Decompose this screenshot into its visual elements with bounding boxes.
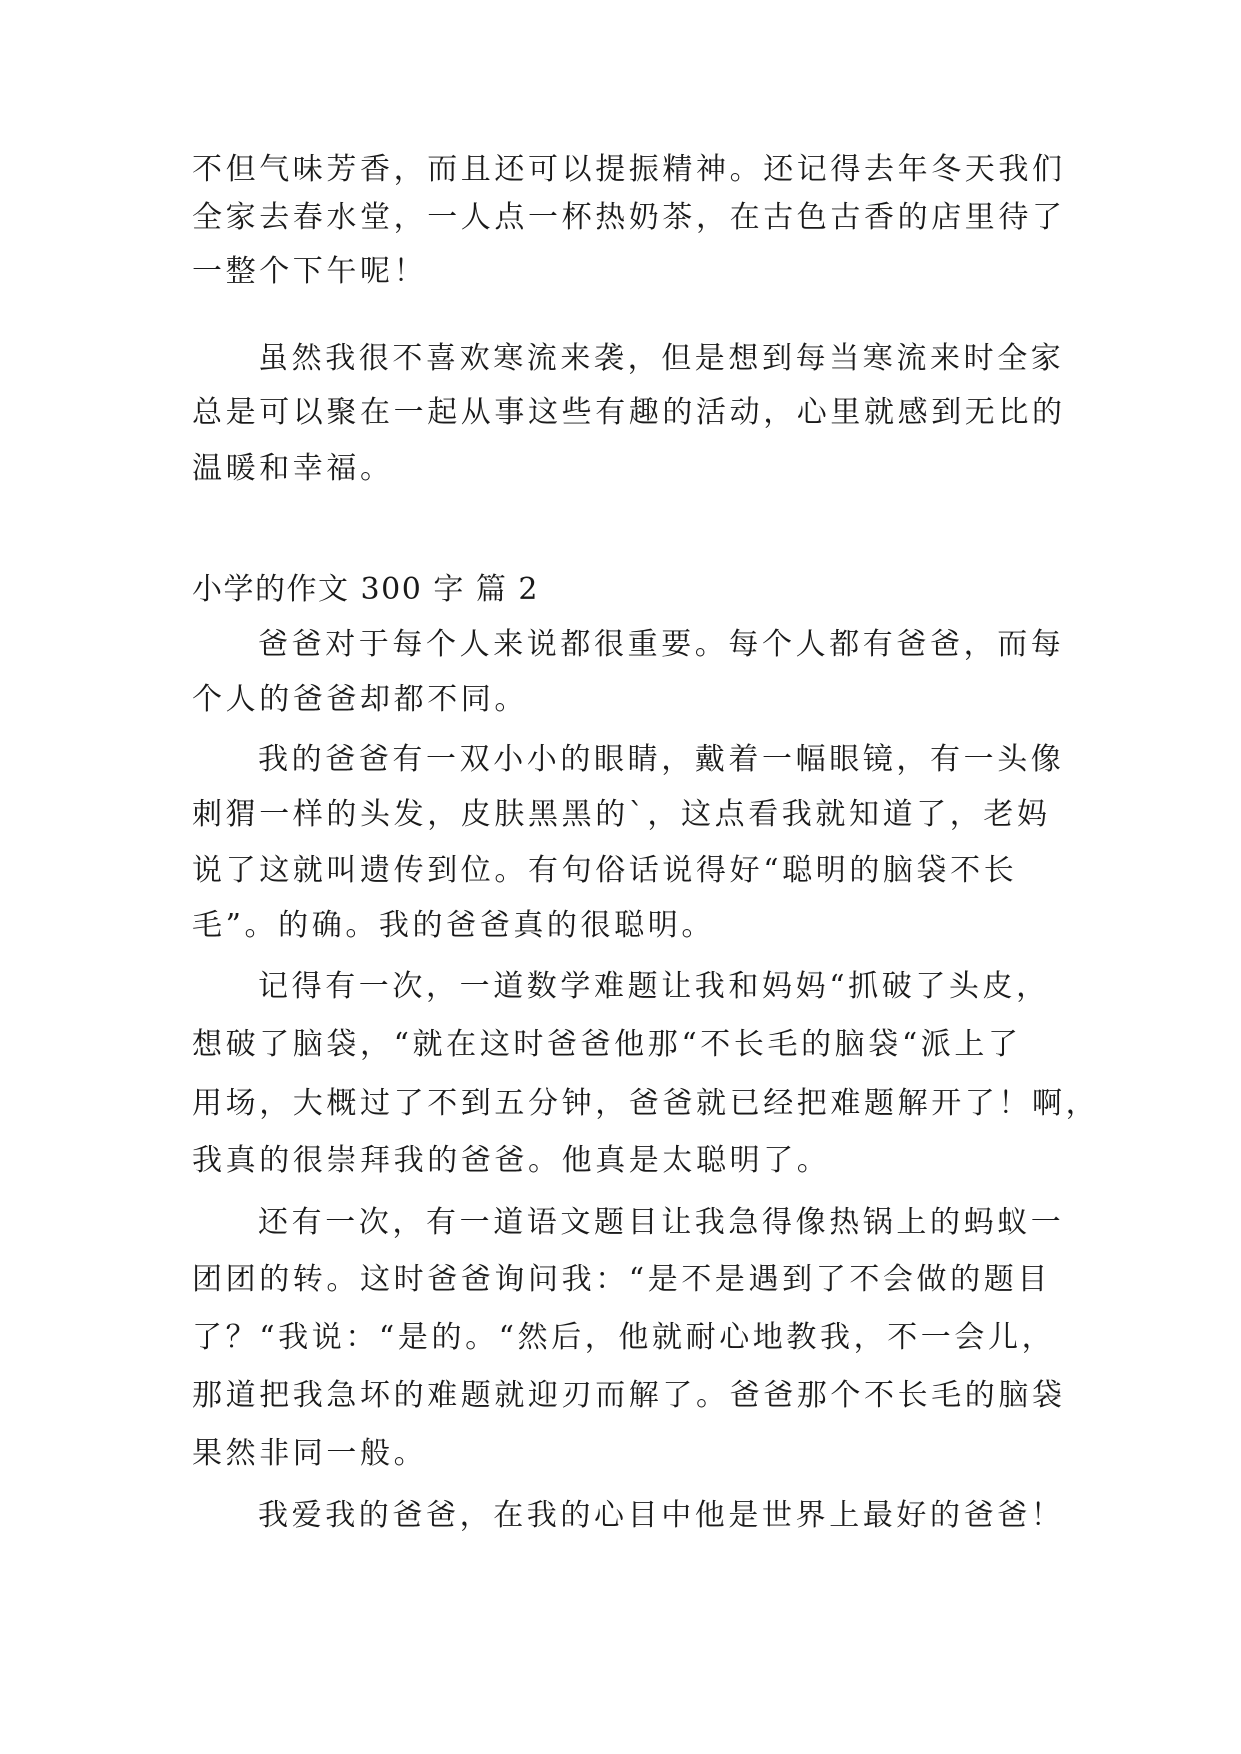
paragraph-line: 不但气味芳香，而且还可以提振精神。还记得去年冬天我们 <box>192 152 1066 187</box>
paragraph-line: 记得有一次，一道数学难题让我和妈妈“抓破了头皮， <box>258 969 1050 1004</box>
paragraph-line: 爸爸对于每个人来说都很重要。每个人都有爸爸，而每 <box>258 627 1065 662</box>
paragraph-line: 团团的转。这时爸爸询问我：“是不是遇到了不会做的题目 <box>192 1262 1051 1297</box>
paragraph-line: 用场，大概过了不到五分钟，爸爸就已经把难题解开了！啊， <box>192 1086 1100 1121</box>
paragraph-line: 虽然我很不喜欢寒流来袭，但是想到每当寒流来时全家 <box>258 341 1065 376</box>
paragraph-line: 个人的爸爸却都不同。 <box>192 682 528 717</box>
paragraph-line: 我的爸爸有一双小小的眼睛，戴着一幅眼镜，有一头像 <box>258 742 1065 777</box>
paragraph-line: 全家去春水堂，一人点一杯热奶茶，在古色古香的店里待了 <box>192 200 1066 235</box>
paragraph-line: 温暖和幸福。 <box>192 451 394 486</box>
paragraph-line: 一整个下午呢！ <box>192 254 428 289</box>
paragraph-line: 刺猬一样的头发，皮肤黑黑的`，这点看我就知道了，老妈 <box>192 797 1051 832</box>
paragraph-line: 果然非同一般。 <box>192 1436 428 1471</box>
paragraph-line: 还有一次，有一道语文题目让我急得像热锅上的蚂蚁一 <box>258 1205 1065 1240</box>
paragraph-line: 那道把我急坏的难题就迎刃而解了。爸爸那个不长毛的脑袋 <box>192 1378 1066 1413</box>
paragraph-line: 毛”。的确。我的爸爸真的很聪明。 <box>192 908 715 943</box>
paragraph-line: 我爱我的爸爸，在我的心目中他是世界上最好的爸爸！ <box>258 1498 1065 1533</box>
paragraph-line: 我真的很崇拜我的爸爸。他真是太聪明了。 <box>192 1143 831 1178</box>
section-heading: 小学的作文 300 字 篇 2 <box>192 572 539 607</box>
paragraph-line: 想破了脑袋，“就在这时爸爸他那“不长毛的脑袋“派上了 <box>192 1027 1022 1062</box>
paragraph-line: 总是可以聚在一起从事这些有趣的活动，心里就感到无比的 <box>192 395 1066 430</box>
paragraph-line: 了？“我说：“是的。“然后，他就耐心地教我，不一会儿， <box>192 1320 1056 1355</box>
paragraph-line: 说了这就叫遗传到位。有句俗话说得好“聪明的脑袋不长 <box>192 853 1018 888</box>
